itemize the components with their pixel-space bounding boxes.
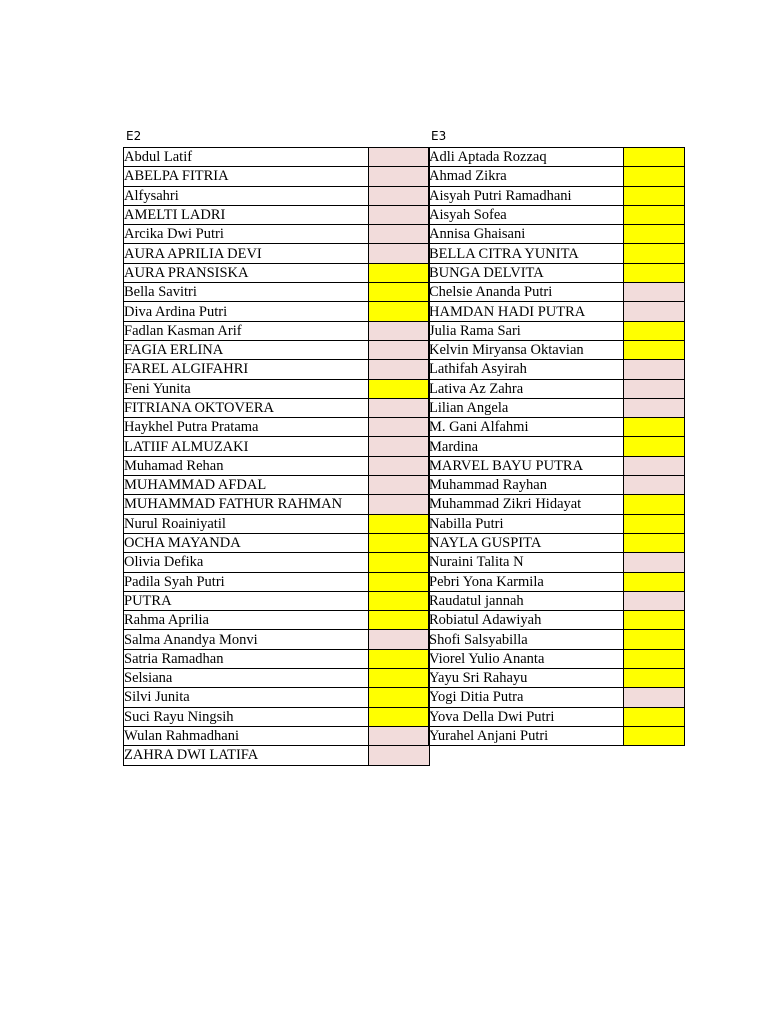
student-name-cell[interactable]: M. Gani Alfahmi <box>429 418 624 437</box>
table-row <box>429 437 685 456</box>
status-color-cell[interactable] <box>369 630 430 649</box>
table-row <box>124 167 430 186</box>
table-row <box>429 398 685 417</box>
student-name-cell[interactable]: FAREL ALGIFAHRI <box>124 360 369 379</box>
status-color-cell[interactable] <box>624 321 685 340</box>
student-name-cell[interactable]: Arcika Dwi Putri <box>124 225 369 244</box>
status-color-cell[interactable] <box>624 669 685 688</box>
table-row <box>429 533 685 552</box>
status-color-cell[interactable] <box>369 495 430 514</box>
status-color-cell[interactable] <box>369 302 430 321</box>
status-color-cell[interactable] <box>369 572 430 591</box>
table-row <box>124 437 430 456</box>
table-row <box>124 707 430 726</box>
table-row <box>429 726 685 745</box>
student-name-cell[interactable]: Robiatul Adawiyah <box>429 611 624 630</box>
student-name-cell[interactable]: Annisa Ghaisani <box>429 225 624 244</box>
status-color-cell[interactable] <box>624 726 685 745</box>
table-row <box>429 630 685 649</box>
status-color-cell[interactable] <box>369 514 430 533</box>
table-row <box>429 225 685 244</box>
table-row <box>429 611 685 630</box>
table-row <box>124 263 430 282</box>
table-row <box>429 669 685 688</box>
student-name-cell[interactable]: MARVEL BAYU PUTRA <box>429 456 624 475</box>
status-color-cell[interactable] <box>624 514 685 533</box>
student-name-cell[interactable]: Yurahel Anjani Putri <box>429 726 624 745</box>
table-e2-title: E2 <box>126 129 142 143</box>
student-table-e2 <box>123 147 430 766</box>
table-row <box>124 225 430 244</box>
student-name-cell[interactable]: NAYLA GUSPITA <box>429 533 624 552</box>
table-row <box>124 205 430 224</box>
student-name-cell[interactable]: FITRIANA OKTOVERA <box>124 398 369 417</box>
student-name-cell[interactable]: Muhammad Zikri Hidayat <box>429 495 624 514</box>
student-name-cell[interactable]: MUHAMMAD AFDAL <box>124 476 369 495</box>
student-name-cell[interactable]: Olivia Defika <box>124 553 369 572</box>
student-name-cell[interactable]: Nabilla Putri <box>429 514 624 533</box>
table-row <box>124 630 430 649</box>
student-name-cell[interactable]: Lathifah Asyirah <box>429 360 624 379</box>
status-color-cell[interactable] <box>369 340 430 359</box>
status-color-cell[interactable] <box>624 495 685 514</box>
student-name-cell[interactable]: OCHA MAYANDA <box>124 533 369 552</box>
table-row <box>429 302 685 321</box>
student-name-cell[interactable]: BELLA CITRA YUNITA <box>429 244 624 263</box>
status-color-cell[interactable] <box>369 688 430 707</box>
status-color-cell[interactable] <box>624 437 685 456</box>
student-name-cell[interactable]: ZAHRA DWI LATIFA <box>124 746 369 765</box>
status-color-cell[interactable] <box>624 649 685 668</box>
status-color-cell[interactable] <box>369 263 430 282</box>
student-name-cell[interactable]: Satria Ramadhan <box>124 649 369 668</box>
status-color-cell[interactable] <box>624 630 685 649</box>
table-row <box>429 514 685 533</box>
status-color-cell[interactable] <box>369 553 430 572</box>
table-row <box>429 379 685 398</box>
student-name-cell[interactable]: Feni Yunita <box>124 379 369 398</box>
status-color-cell[interactable] <box>624 148 685 167</box>
table-row <box>124 302 430 321</box>
table-row <box>429 418 685 437</box>
student-name-cell[interactable]: Silvi Junita <box>124 688 369 707</box>
student-name-cell[interactable]: Aisyah Sofea <box>429 205 624 224</box>
status-color-cell[interactable] <box>624 205 685 224</box>
table-row <box>124 553 430 572</box>
student-name-cell[interactable]: Viorel Yulio Ananta <box>429 649 624 668</box>
status-color-cell[interactable] <box>624 244 685 263</box>
status-color-cell[interactable] <box>369 321 430 340</box>
table-row <box>124 340 430 359</box>
status-color-cell[interactable] <box>624 398 685 417</box>
status-color-cell[interactable] <box>369 167 430 186</box>
table-row <box>124 514 430 533</box>
table-row <box>124 244 430 263</box>
table-row <box>429 360 685 379</box>
table-row <box>429 476 685 495</box>
status-color-cell[interactable] <box>369 360 430 379</box>
table-row <box>124 611 430 630</box>
table-row <box>124 591 430 610</box>
student-name-cell[interactable]: Selsiana <box>124 669 369 688</box>
status-color-cell[interactable] <box>624 225 685 244</box>
student-name-cell[interactable]: Abdul Latif <box>124 148 369 167</box>
table-row <box>124 726 430 745</box>
student-name-cell[interactable]: HAMDAN HADI PUTRA <box>429 302 624 321</box>
table-row <box>124 283 430 302</box>
table-row <box>124 379 430 398</box>
status-color-cell[interactable] <box>369 205 430 224</box>
student-name-cell[interactable]: Lativa Az Zahra <box>429 379 624 398</box>
table-row <box>429 495 685 514</box>
table-row <box>429 688 685 707</box>
table-row <box>124 669 430 688</box>
status-color-cell[interactable] <box>624 340 685 359</box>
status-color-cell[interactable] <box>369 283 430 302</box>
table-row <box>429 707 685 726</box>
student-name-cell[interactable]: AURA APRILIA DEVI <box>124 244 369 263</box>
student-name-cell[interactable]: Salma Anandya Monvi <box>124 630 369 649</box>
status-color-cell[interactable] <box>624 591 685 610</box>
table-row <box>429 263 685 282</box>
table-row <box>124 495 430 514</box>
student-name-cell[interactable]: Haykhel Putra Pratama <box>124 418 369 437</box>
student-name-cell[interactable]: Aisyah Putri Ramadhani <box>429 186 624 205</box>
student-name-cell[interactable]: Kelvin Miryansa Oktavian <box>429 340 624 359</box>
student-name-cell[interactable]: Alfysahri <box>124 186 369 205</box>
status-color-cell[interactable] <box>624 283 685 302</box>
table-row <box>124 476 430 495</box>
student-name-cell[interactable]: Nuraini Talita N <box>429 553 624 572</box>
student-name-cell[interactable]: Fadlan Kasman Arif <box>124 321 369 340</box>
student-name-cell[interactable]: MUHAMMAD FATHUR RAHMAN <box>124 495 369 514</box>
student-name-cell[interactable]: Pebri Yona Karmila <box>429 572 624 591</box>
table-row <box>429 456 685 475</box>
table-row <box>429 321 685 340</box>
student-name-cell[interactable]: Yova Della Dwi Putri <box>429 707 624 726</box>
student-name-cell[interactable]: Muhammad Rayhan <box>429 476 624 495</box>
table-row <box>124 360 430 379</box>
table-row <box>429 205 685 224</box>
status-color-cell[interactable] <box>624 186 685 205</box>
status-color-cell[interactable] <box>624 456 685 475</box>
student-name-cell[interactable]: Mardina <box>429 437 624 456</box>
status-color-cell[interactable] <box>624 418 685 437</box>
student-name-cell[interactable]: Adli Aptada Rozzaq <box>429 148 624 167</box>
status-color-cell[interactable] <box>369 244 430 263</box>
student-name-cell[interactable]: Suci Rayu Ningsih <box>124 707 369 726</box>
status-color-cell[interactable] <box>369 746 430 765</box>
student-name-cell[interactable]: ABELPA FITRIA <box>124 167 369 186</box>
status-color-cell[interactable] <box>369 456 430 475</box>
student-name-cell[interactable]: Julia Rama Sari <box>429 321 624 340</box>
table-row <box>124 398 430 417</box>
student-name-cell[interactable]: Chelsie Ananda Putri <box>429 283 624 302</box>
status-color-cell[interactable] <box>369 726 430 745</box>
status-color-cell[interactable] <box>369 225 430 244</box>
table-row <box>429 148 685 167</box>
status-color-cell[interactable] <box>369 379 430 398</box>
student-name-cell[interactable]: Ahmad Zikra <box>429 167 624 186</box>
student-name-cell[interactable]: Muhamad Rehan <box>124 456 369 475</box>
status-color-cell[interactable] <box>369 476 430 495</box>
student-name-cell[interactable]: AMELTI LADRI <box>124 205 369 224</box>
status-color-cell[interactable] <box>369 148 430 167</box>
status-color-cell[interactable] <box>369 611 430 630</box>
table-row <box>429 572 685 591</box>
table-row <box>429 591 685 610</box>
table-row <box>124 746 430 765</box>
status-color-cell[interactable] <box>624 379 685 398</box>
table-row <box>124 649 430 668</box>
student-name-cell[interactable]: BUNGA DELVITA <box>429 263 624 282</box>
status-color-cell[interactable] <box>624 360 685 379</box>
status-color-cell[interactable] <box>369 186 430 205</box>
status-color-cell[interactable] <box>624 553 685 572</box>
status-color-cell[interactable] <box>624 476 685 495</box>
student-name-cell[interactable]: Yogi Ditia Putra <box>429 688 624 707</box>
student-name-cell[interactable]: Shofi Salsyabilla <box>429 630 624 649</box>
table-e3-title: E3 <box>431 129 447 143</box>
student-name-cell[interactable]: Padila Syah Putri <box>124 572 369 591</box>
table-row <box>124 688 430 707</box>
table-row <box>124 148 430 167</box>
status-color-cell[interactable] <box>624 611 685 630</box>
status-color-cell[interactable] <box>369 707 430 726</box>
table-row <box>429 649 685 668</box>
status-color-cell[interactable] <box>369 418 430 437</box>
table-row <box>124 456 430 475</box>
status-color-cell[interactable] <box>369 533 430 552</box>
student-name-cell[interactable]: PUTRA <box>124 591 369 610</box>
student-name-cell[interactable]: LATIIF ALMUZAKI <box>124 437 369 456</box>
table-row <box>124 186 430 205</box>
student-name-cell[interactable]: Lilian Angela <box>429 398 624 417</box>
student-name-cell[interactable]: Nurul Roainiyatil <box>124 514 369 533</box>
table-row <box>429 553 685 572</box>
status-color-cell[interactable] <box>624 302 685 321</box>
table-row <box>429 340 685 359</box>
status-color-cell[interactable] <box>369 398 430 417</box>
status-color-cell[interactable] <box>369 437 430 456</box>
table-row <box>124 418 430 437</box>
student-name-cell[interactable]: Rahma Aprilia <box>124 611 369 630</box>
student-name-cell[interactable]: Diva Ardina Putri <box>124 302 369 321</box>
status-color-cell[interactable] <box>369 591 430 610</box>
student-name-cell[interactable]: FAGIA ERLINA <box>124 340 369 359</box>
table-row <box>124 321 430 340</box>
status-color-cell[interactable] <box>369 669 430 688</box>
table-row <box>124 533 430 552</box>
table-row <box>429 167 685 186</box>
status-color-cell[interactable] <box>624 572 685 591</box>
student-name-cell[interactable]: Raudatul jannah <box>429 591 624 610</box>
table-row <box>429 244 685 263</box>
status-color-cell[interactable] <box>369 649 430 668</box>
student-name-cell[interactable]: Bella Savitri <box>124 283 369 302</box>
student-name-cell[interactable]: Yayu Sri Rahayu <box>429 669 624 688</box>
table-row <box>429 283 685 302</box>
student-name-cell[interactable]: AURA PRANSISKA <box>124 263 369 282</box>
status-color-cell[interactable] <box>624 707 685 726</box>
status-color-cell[interactable] <box>624 167 685 186</box>
student-name-cell[interactable]: Wulan Rahmadhani <box>124 726 369 745</box>
table-row <box>124 572 430 591</box>
table-row <box>429 186 685 205</box>
status-color-cell[interactable] <box>624 263 685 282</box>
status-color-cell[interactable] <box>624 688 685 707</box>
student-table-e3 <box>428 147 685 746</box>
status-color-cell[interactable] <box>624 533 685 552</box>
